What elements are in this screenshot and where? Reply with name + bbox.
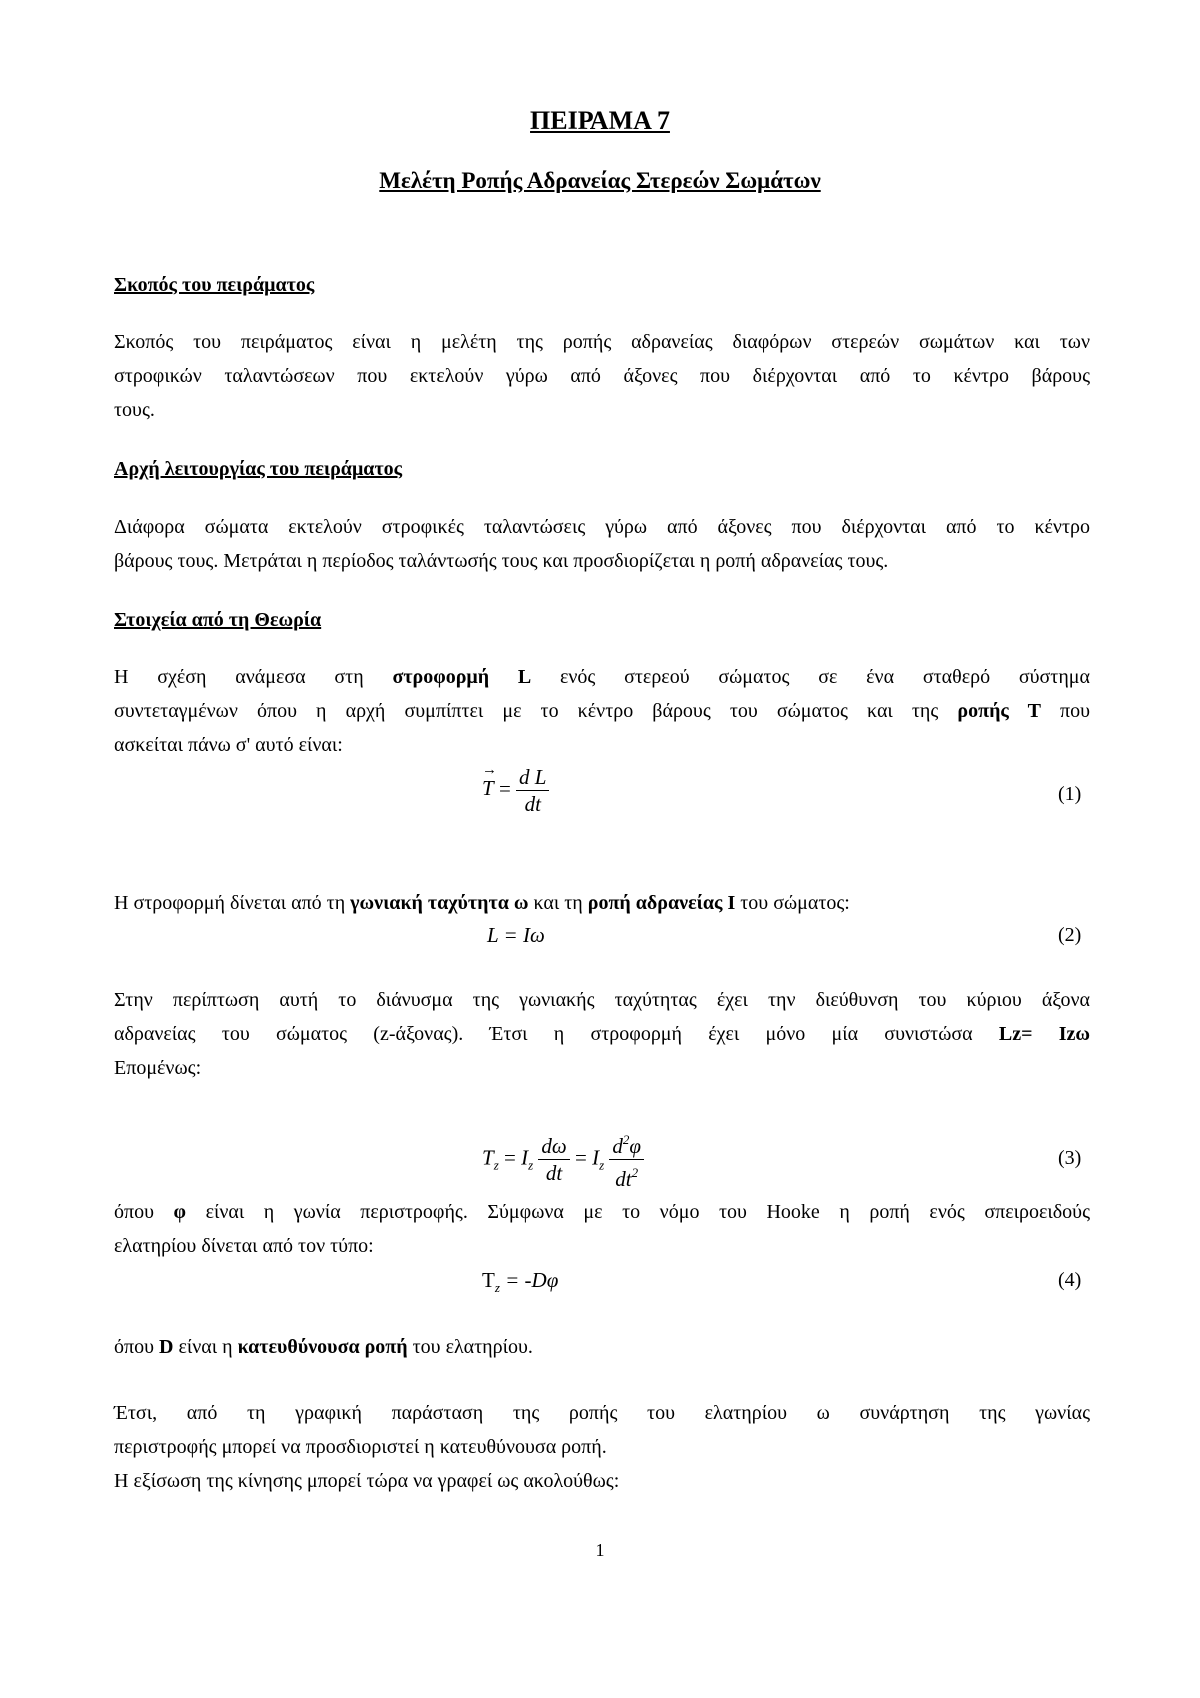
- theory-p2-line: Η στροφορμή δίνεται από τη γωνιακή ταχύτητα ω και τη ροπή αδρανείας Ι του σώματος:: [114, 892, 850, 914]
- equation-3: $T_z = I_z$ $\frac{d\omega}{dt}$ = $I_z$ $\frac{d^2\varphi}{dt^2}$: [482, 1127, 644, 1192]
- equation-2: L = Iω: [487, 923, 545, 947]
- equation-3-number: (3): [1058, 1147, 1082, 1169]
- equation-4: $T_z = -D\varphi$: [482, 1268, 559, 1295]
- equation-1: → T = $\frac{\text{d L}}{dt}$: [482, 764, 549, 817]
- theory-p3-line-1: Στην περίπτωση αυτή το διάνυσμα της γωνιακής ταχύτητας έχει την διεύθυνση του κύριου άξονα: [114, 989, 1090, 1011]
- section-heading-theory: Στοιχεία από τη Θεωρία: [114, 609, 322, 631]
- principle-line-2: βάρους τους. Μετράται η περίοδος ταλάντωσής τους και προσδιορίζεται η ροπή αδρανείας τους.: [114, 550, 889, 572]
- page-subtitle: Μελέτη Ροπής Αδρανείας Στερεών Σωμάτων: [379, 168, 821, 193]
- theory-p1-line-3: ασκείται πάνω σ' αυτό είναι:: [114, 734, 343, 756]
- theory-p3-line-2: αδρανείας του σώματος (z-άξονας). Έτσι η στροφορμή έχει μόνο μία συνιστώσα Lz= Izω: [114, 1023, 1090, 1045]
- equation-1-number: (1): [1058, 783, 1082, 805]
- theory-p6-line-3: Η εξίσωση της κίνησης μπορεί τώρα να γραφεί ως ακολούθως:: [114, 1470, 620, 1492]
- theory-p4-line-1: όπου φ είναι η γωνία περιστροφής. Σύμφωνα με το νόμο του Hooke η ροπή ενός σπειροειδούς: [114, 1201, 1090, 1223]
- page-number: 1: [595, 1540, 605, 1560]
- theory-p1-line-2: συντεταγμένων όπου η αρχή συμπίπτει με το κέντρο βάρους του σώματος και της ροπής Τ που: [114, 700, 1091, 722]
- theory-p5-line: όπου D είναι η κατευθύνουσα ροπή του ελατηρίου.: [114, 1336, 533, 1358]
- principle-line-1: Διάφορα σώματα εκτελούν στροφικές ταλαντώσεις γύρω από άξονες που διέρχονται από το κέντρο: [114, 516, 1090, 538]
- theory-p6-line-1: Έτσι, από τη γραφική παράσταση της ροπής του ελατηρίου ω συνάρτηση της γωνίας: [114, 1402, 1090, 1424]
- purpose-line-2: στροφικών ταλαντώσεων που εκτελούν γύρω από άξονες που διέρχονται από το κέντρο βάρους: [114, 365, 1090, 387]
- purpose-line-3: τους.: [114, 399, 155, 421]
- theory-p4-line-2: ελατηρίου δίνεται από τον τύπο:: [114, 1235, 374, 1257]
- equation-4-number: (4): [1058, 1269, 1082, 1291]
- section-heading-principle: Αρχή λειτουργίας του πειράματος: [114, 458, 403, 480]
- page-title: ΠΕΙΡΑΜΑ 7: [530, 106, 670, 135]
- theory-p6-line-2: περιστροφής μπορεί να προσδιοριστεί η κατευθύνουσα ροπή.: [114, 1436, 607, 1458]
- theory-p1-line-1: Η σχέση ανάμεσα στη στροφορμή L ενός στερεού σώματος σε ένα σταθερό σύστημα: [114, 666, 1091, 688]
- purpose-line-1: Σκοπός του πειράματος είναι η μελέτη της ροπής αδρανείας διαφόρων στερεών σωμάτων και των: [114, 331, 1090, 353]
- theory-p3-line-3: Επομένως:: [114, 1057, 202, 1079]
- section-heading-purpose: Σκοπός του πειράματος: [114, 274, 315, 296]
- equation-2-number: (2): [1058, 924, 1082, 946]
